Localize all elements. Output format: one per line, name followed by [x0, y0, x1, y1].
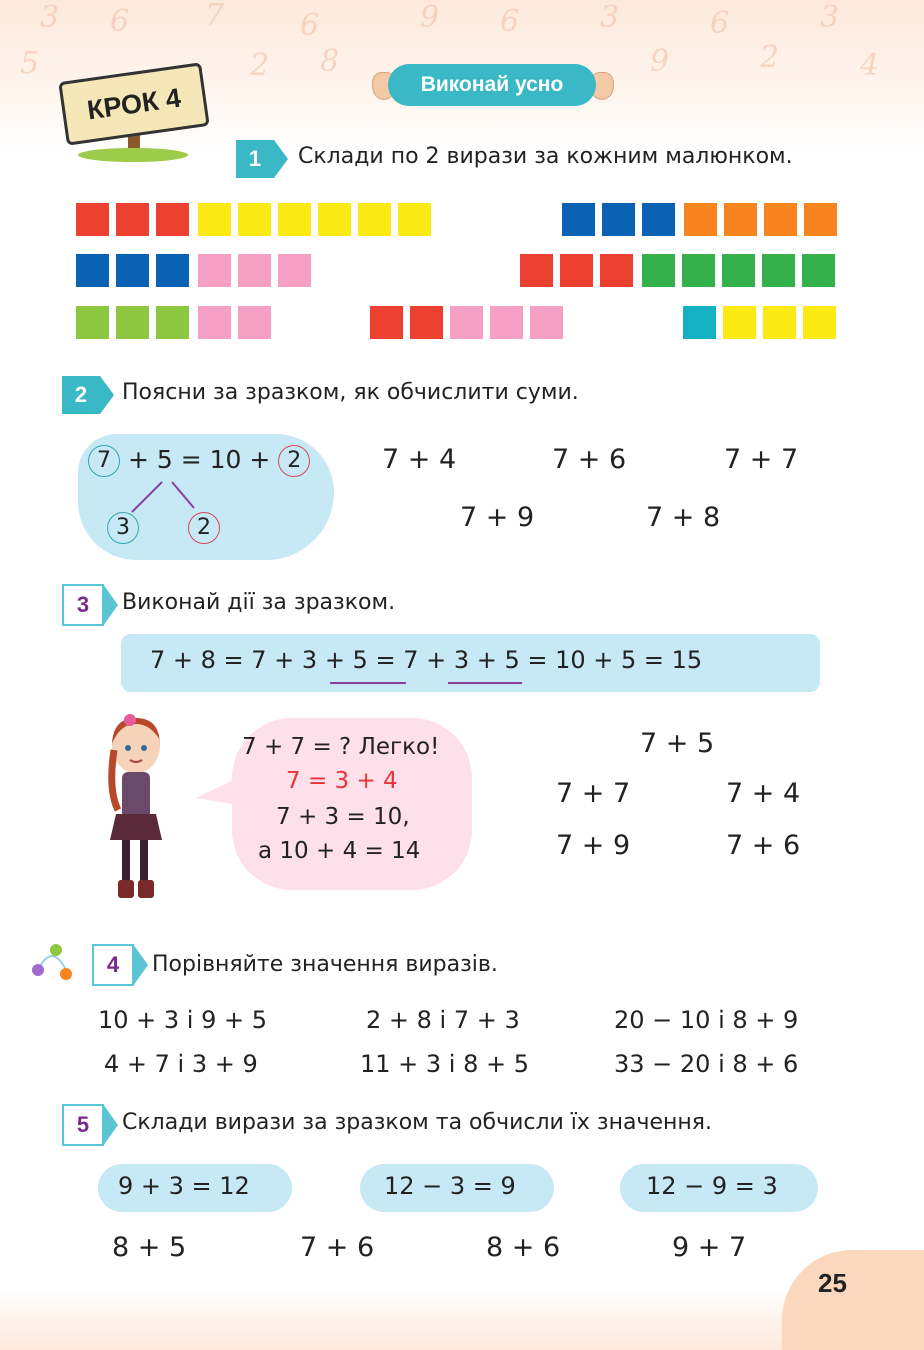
page-number-tab — [782, 1250, 924, 1350]
task-4-comparison: 33 − 20 і 8 + 6 — [614, 1050, 799, 1078]
task-5-example: 12 − 3 = 9 — [384, 1172, 516, 1200]
yellow-block — [198, 203, 231, 236]
bg-digit-decoration: 6 — [300, 8, 320, 43]
split-part-2 — [188, 512, 220, 544]
split-part-2-value: 2 — [188, 512, 220, 544]
task-1-number: 1 — [236, 140, 274, 178]
blue-block — [602, 203, 635, 236]
task-3-exercise: 7 + 4 — [726, 778, 801, 809]
lime-block — [76, 306, 109, 339]
blue-block — [562, 203, 595, 236]
blue-block — [156, 254, 189, 287]
pink-block — [490, 306, 523, 339]
pair-work-icon — [28, 940, 76, 984]
task-5-number: 5 — [62, 1104, 104, 1146]
bg-digit-decoration: 9 — [650, 44, 670, 79]
task-3-exercise: 7 + 5 — [640, 728, 715, 759]
yellow-block — [723, 306, 756, 339]
pink-block — [278, 254, 311, 287]
orange-block — [684, 203, 717, 236]
task-3-number: 3 — [62, 584, 104, 626]
girl-illustration — [100, 710, 170, 910]
task-2-number: 2 — [62, 376, 100, 414]
pink-block — [238, 306, 271, 339]
page-number: 25 — [818, 1268, 847, 1298]
task-2-exercise: 7 + 8 — [646, 502, 721, 533]
bg-digit-decoration: 3 — [600, 0, 620, 35]
red-block — [370, 306, 403, 339]
bg-digit-decoration: 4 — [860, 48, 880, 83]
yellow-block — [803, 306, 836, 339]
bg-digit-decoration: 8 — [320, 44, 340, 79]
task-4-number: 4 — [92, 944, 134, 986]
example-middle: + 5 = 10 + — [127, 445, 271, 474]
step-sign: КРОК 4 — [58, 62, 210, 145]
bg-digit-decoration: 2 — [250, 48, 270, 83]
example-part: 7 + 8 = 7 + — [150, 646, 302, 674]
bg-digit-decoration: 2 — [760, 40, 780, 75]
orange-block — [724, 203, 757, 236]
yellow-block — [763, 306, 796, 339]
section-label: Виконай усно — [388, 64, 596, 106]
yellow-block — [318, 203, 351, 236]
circled-complement: 2 — [278, 445, 310, 477]
task-5-exercise: 8 + 5 — [112, 1232, 187, 1263]
task-5-exercise: 8 + 6 — [486, 1232, 561, 1263]
task-5-example: 9 + 3 = 12 — [118, 1172, 250, 1200]
task-3-example-equation — [150, 646, 702, 674]
task-1-text: Склади по 2 вирази за кожним малюнком. — [298, 144, 793, 169]
blue-block — [642, 203, 675, 236]
lime-block — [116, 306, 149, 339]
task-4-comparison: 10 + 3 і 9 + 5 — [98, 1006, 268, 1034]
green-block — [722, 254, 755, 287]
task-3-exercise: 7 + 6 — [726, 830, 801, 861]
speech-line-1: 7 + 7 = ? Легко! — [242, 734, 440, 760]
orange-block — [804, 203, 837, 236]
blue-block — [116, 254, 149, 287]
task-4-comparison: 11 + 3 і 8 + 5 — [360, 1050, 530, 1078]
red-block — [520, 254, 553, 287]
pink-block — [238, 254, 271, 287]
circled-addend: 7 — [88, 445, 120, 477]
task-2-exercise: 7 + 6 — [552, 444, 627, 475]
speech-line-4: а 10 + 4 = 14 — [258, 838, 421, 864]
task-3-text: Виконай дії за зразком. — [122, 590, 396, 615]
underlined-part: 7 + 3 — [403, 646, 470, 674]
red-block — [600, 254, 633, 287]
underline-mark — [448, 682, 522, 684]
bg-digit-decoration: 6 — [500, 4, 520, 39]
green-block — [802, 254, 835, 287]
split-part-1 — [107, 512, 139, 544]
task-3-exercise: 7 + 9 — [556, 830, 631, 861]
speech-line-3: 7 + 3 = 10, — [276, 804, 410, 830]
pink-block — [198, 254, 231, 287]
task-2-exercise: 7 + 9 — [460, 502, 535, 533]
pink-block — [530, 306, 563, 339]
green-block — [762, 254, 795, 287]
task-2-exercise: 7 + 4 — [382, 444, 457, 475]
yellow-block — [358, 203, 391, 236]
yellow-block — [278, 203, 311, 236]
pink-block — [450, 306, 483, 339]
speech-line-2: 7 = 3 + 4 — [286, 768, 398, 794]
bg-digit-decoration: 6 — [710, 6, 730, 41]
bg-digit-decoration: 9 — [420, 0, 440, 35]
bg-digit-decoration: 3 — [820, 0, 840, 35]
task-3-exercise: 7 + 7 — [556, 778, 631, 809]
task-2-exercise: 7 + 7 — [724, 444, 799, 475]
task-4-comparison: 2 + 8 і 7 + 3 — [366, 1006, 520, 1034]
pink-block — [198, 306, 231, 339]
grass-patch — [78, 148, 188, 162]
bg-digit-decoration: 7 — [205, 0, 225, 33]
task-5-example: 12 − 9 = 3 — [646, 1172, 778, 1200]
bg-digit-decoration: 3 — [40, 0, 60, 35]
task-4-comparison: 4 + 7 і 3 + 9 — [104, 1050, 258, 1078]
example-part: = — [367, 646, 404, 674]
example-part: + 5 = 10 + 5 = 15 — [469, 646, 703, 674]
task-5-exercise: 9 + 7 — [672, 1232, 747, 1263]
red-block — [410, 306, 443, 339]
speech-bubble-tail — [196, 770, 246, 810]
orange-block — [764, 203, 797, 236]
yellow-block — [238, 203, 271, 236]
task-4-text: Порівняйте значення виразів. — [152, 952, 498, 977]
red-block — [76, 203, 109, 236]
task-4-comparison: 20 − 10 і 8 + 9 — [614, 1006, 799, 1034]
blue-block — [76, 254, 109, 287]
underlined-part: 3 + 5 — [301, 646, 368, 674]
task-5-text: Склади вирази за зразком та обчисли їх значення. — [122, 1110, 713, 1135]
lime-block — [156, 306, 189, 339]
teal-block — [683, 306, 716, 339]
task-2-text: Поясни за зразком, як обчислити суми. — [122, 380, 579, 405]
task-2-example-equation — [88, 445, 310, 477]
yellow-block — [398, 203, 431, 236]
task-5-exercise: 7 + 6 — [300, 1232, 375, 1263]
red-block — [560, 254, 593, 287]
green-block — [642, 254, 675, 287]
red-block — [156, 203, 189, 236]
split-part-1-value: 3 — [107, 512, 139, 544]
green-block — [682, 254, 715, 287]
red-block — [116, 203, 149, 236]
bg-digit-decoration: 5 — [20, 46, 40, 81]
underline-mark — [330, 682, 406, 684]
bg-digit-decoration: 6 — [110, 4, 130, 39]
